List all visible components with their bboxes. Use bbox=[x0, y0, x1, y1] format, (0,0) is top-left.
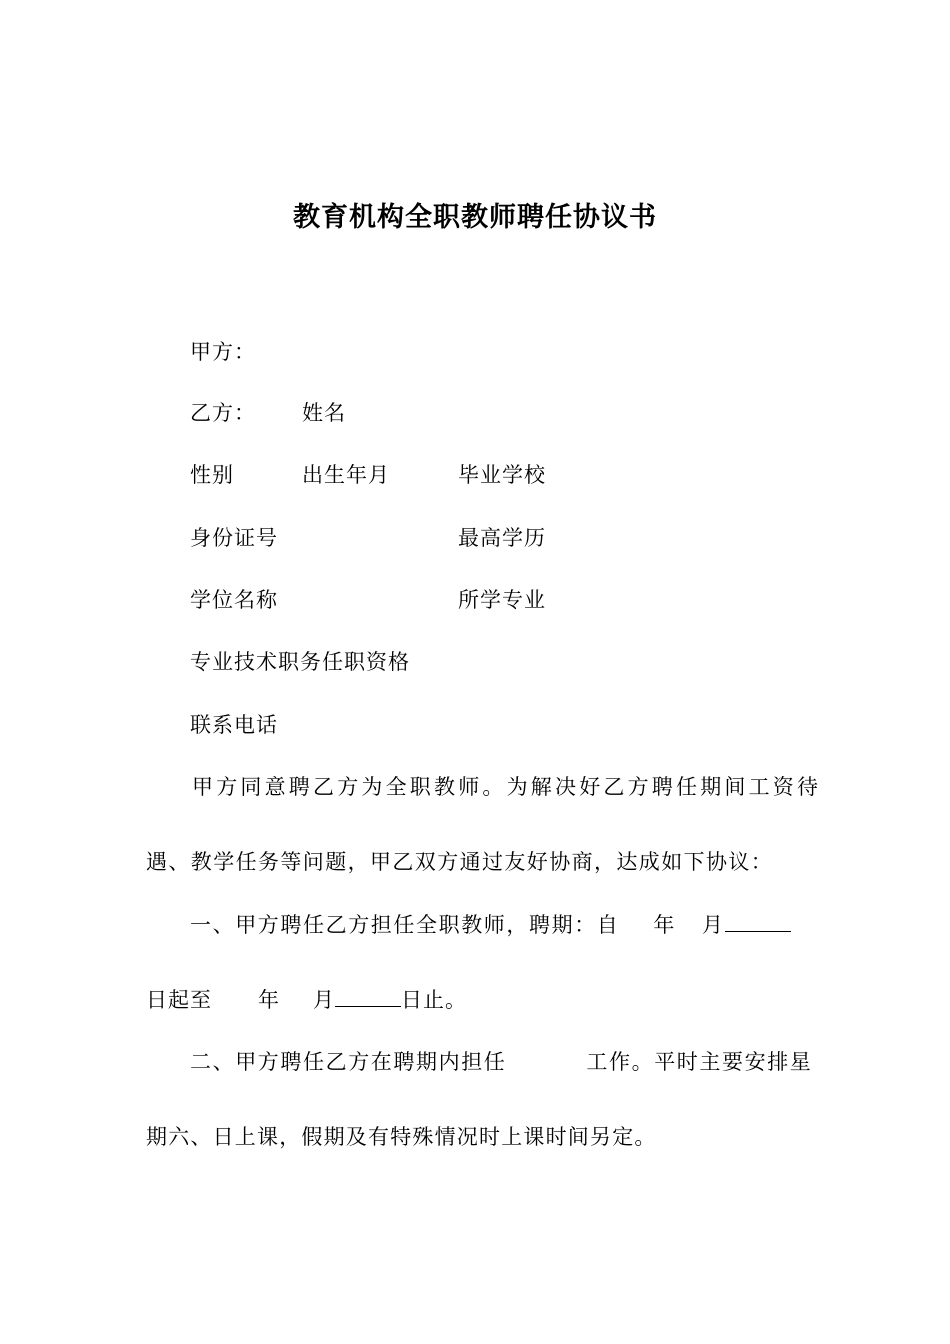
clause-1-text: 一、甲方聘任乙方担任全职教师，聘期：自 bbox=[190, 913, 620, 937]
name-label: 姓名 bbox=[302, 401, 346, 425]
party-b-label: 乙方： bbox=[190, 401, 256, 425]
phone-label: 联系电话 bbox=[190, 713, 278, 737]
intro-line-2: 遇、教学任务等问题，甲乙双方通过友好协商，达成如下协议： bbox=[146, 850, 774, 874]
day-blank-1 bbox=[725, 911, 791, 932]
intro-line-1: 甲方同意聘乙方为全职教师。为解决好乙方聘任期间工资待 bbox=[192, 775, 822, 799]
party-a-label: 甲方： bbox=[190, 340, 256, 364]
gender-label: 性别 bbox=[190, 463, 234, 487]
clause-1-month-2: 月 bbox=[313, 988, 335, 1012]
clause-2-text-b: 工作。平时主要安排星 bbox=[586, 1050, 813, 1074]
qualification-label: 专业技术职务任职资格 bbox=[190, 650, 410, 674]
clause-1-year-2: 年 bbox=[258, 988, 280, 1012]
clause-1-end-text: 日止。 bbox=[401, 988, 467, 1012]
birth-label: 出生年月 bbox=[302, 463, 390, 487]
clause-1-month: 月 bbox=[702, 913, 725, 937]
education-label: 最高学历 bbox=[458, 526, 546, 550]
clause-2-text: 二、甲方聘任乙方在聘期内担任 bbox=[190, 1050, 507, 1074]
document-title: 教育机构全职教师聘任协议书 bbox=[293, 202, 657, 233]
degree-label: 学位名称 bbox=[190, 588, 278, 612]
clause-1-year: 年 bbox=[653, 913, 677, 937]
clause-1-start-text: 日起至 bbox=[146, 988, 212, 1012]
clause-1-line-1 bbox=[190, 911, 791, 939]
school-label: 毕业学校 bbox=[458, 463, 546, 487]
day-blank-2 bbox=[335, 986, 401, 1007]
clause-2-line-2: 期六、日上课，假期及有特殊情况时上课时间另定。 bbox=[146, 1125, 657, 1149]
id-number-label: 身份证号 bbox=[190, 526, 278, 550]
clause-1-line-2 bbox=[146, 986, 467, 1014]
major-label: 所学专业 bbox=[458, 588, 546, 612]
clause-2-line-1 bbox=[190, 1048, 812, 1076]
